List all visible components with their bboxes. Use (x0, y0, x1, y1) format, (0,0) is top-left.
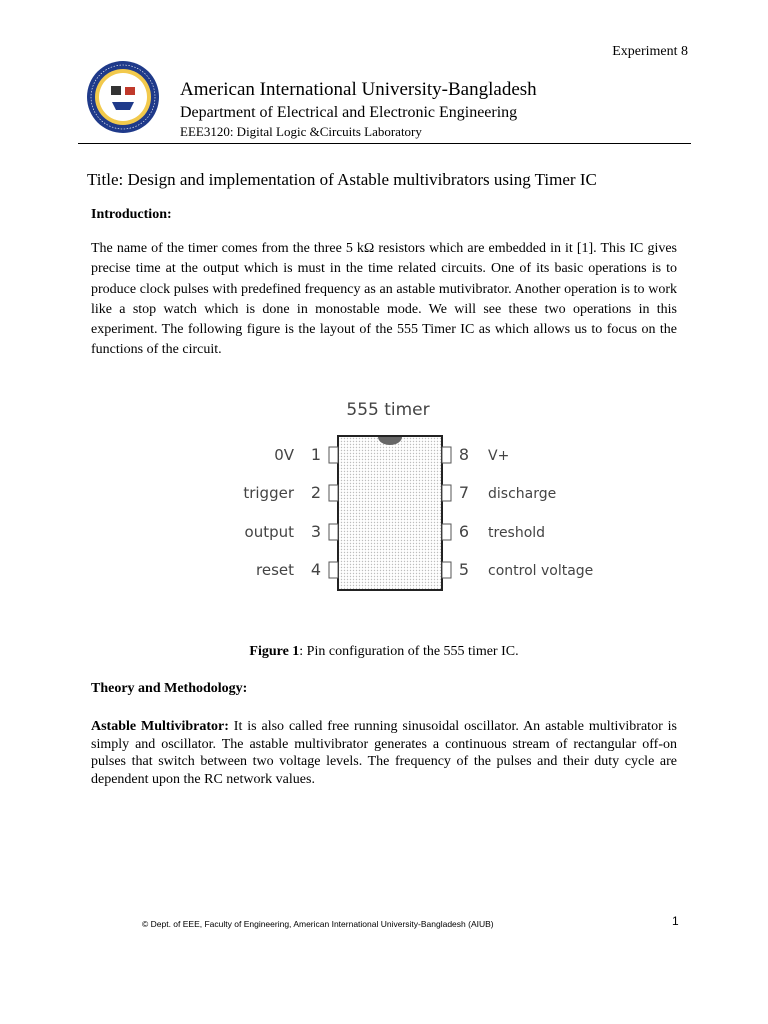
university-name: American International University-Bangladesh (180, 79, 537, 100)
pin-label: control voltage (488, 563, 594, 579)
timer-pinout-figure (226, 392, 606, 602)
figure-caption (0, 644, 768, 660)
pin-label: reset (256, 561, 294, 579)
pin-label: treshold (488, 525, 546, 541)
chip-title: 555 timer (346, 400, 430, 420)
pin-label: output (244, 523, 294, 541)
course-name: EEE3120: Digital Logic &Circuits Laboratory (180, 124, 422, 139)
pin-label: trigger (243, 484, 294, 502)
astable-paragraph (91, 718, 677, 788)
pin-label: V+ (488, 448, 510, 464)
introduction-paragraph: The name of the timer comes from the three 5 kΩ resistors which are embedded in it [1]. This IC gives precise time at the output which is must in the time related circuits. One of its basic operations is to produce clock pulses with predefined frequency as an astable mutivibrator. Another operation is to work like a stop watch which is done in monostable mode. We will see these two operations in this experiment. The following figure is the layout of the 555 Timer IC as which allows us to focus on the functions of the circuit. (91, 241, 677, 358)
pin-number: 4 (310, 560, 322, 579)
pin-number: 8 (458, 445, 470, 464)
header-divider (78, 143, 691, 144)
pin-number: 6 (458, 522, 470, 541)
pin-number: 7 (458, 483, 470, 502)
department-name: Department of Electrical and Electronic Engineering (180, 104, 518, 121)
university-logo (86, 60, 160, 134)
astable-label: Astable Multivibrator: (91, 719, 229, 734)
pin-number: 1 (310, 445, 322, 464)
experiment-label: Experiment 8 (612, 44, 688, 59)
page-number: 1 (672, 914, 679, 928)
caption-text: : Pin configuration of the 555 timer IC. (299, 644, 519, 659)
caption-label: Figure 1 (249, 644, 300, 659)
theory-heading: Theory and Methodology: (91, 681, 248, 696)
astable-text: It is also called free running sinusoidal oscillator. An astable multivibrator is simply and oscillator. The astable multivibrator generates a continuous stream of rectangular off-on pulses that switch between two voltage levels. The frequency of the pulses and their duty cycle are dependent upon the RC network values. (91, 719, 677, 787)
pin-label: discharge (488, 486, 557, 502)
pin-label: 0V (274, 446, 294, 464)
introduction-heading: Introduction: (91, 207, 172, 222)
document-title: Title: Design and implementation of Astable multivibrators using Timer IC (87, 170, 597, 189)
ic-body (338, 436, 442, 590)
pin-number: 5 (458, 560, 470, 579)
footer-copyright: © Dept. of EEE, Faculty of Engineering, American International University-Bangladesh (AIUB) (142, 919, 494, 929)
pin-number: 3 (310, 522, 322, 541)
pin-number: 2 (310, 483, 322, 502)
